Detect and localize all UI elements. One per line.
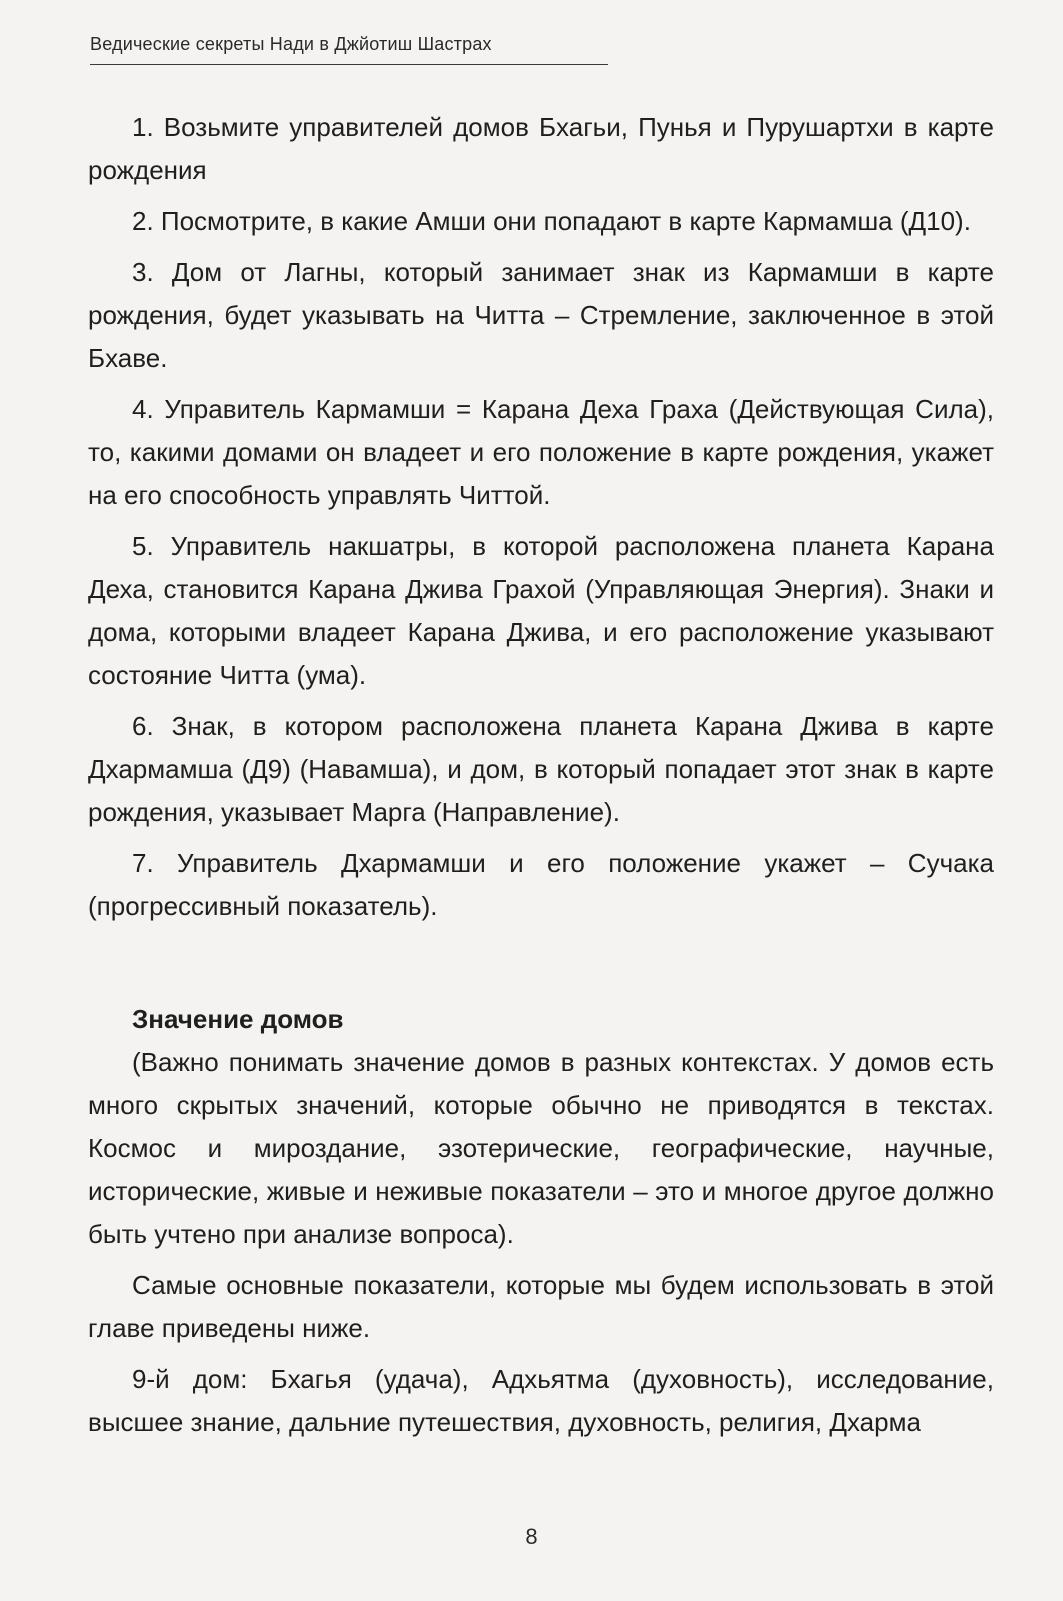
section-heading: Значение домов	[132, 1004, 344, 1034]
step-5: 5. Управитель накшатры, в которой расположена планета Карана Деха, становится Карана Джива Грахой (Управляющая Энергия). Знаки и дома, которыми владеет Карана Джива, и его расположение указывают состояние Читта (ума).	[88, 531, 994, 690]
section-paragraph-3: 9-й дом: Бхагья (удача), Адхьятма (духовность), исследование, высшее знание, дальние путешествия, духовность, религия, Дхарма	[88, 1364, 994, 1437]
step-1: 1. Возьмите управителей домов Бхагьи, Пунья и Пурушартхи в карте рождения	[88, 112, 994, 185]
page-number: 8	[525, 1524, 538, 1549]
step-2: 2. Посмотрите, в какие Амши они попадают в карте Кармамша (Д10).	[132, 206, 971, 236]
header-divider	[90, 64, 608, 65]
step-3: 3. Дом от Лагны, который занимает знак из Кармамши в карте рождения, будет указывать на Читта – Стремление, заключенное в этой Бхаве.	[88, 257, 994, 373]
step-6: 6. Знак, в котором расположена планета Карана Джива в карте Дхармамша (Д9) (Навамша), и дом, в который попадает этот знак в карте рождения, указывает Марга (Направление).	[88, 711, 994, 827]
section-paragraph-1: (Важно понимать значение домов в разных контекстах. У домов есть много скрытых значений, которые обычно не приводятся в текстах. Космос и мироздание, эзотерические, географические, научные, исторические, живые и неживые показатели – это и многое другое должно быть учтено при анализе вопроса).	[88, 1047, 994, 1249]
running-header: Ведические секреты Нади в Джйотиш Шастрах	[90, 34, 492, 54]
page-body	[88, 106, 994, 1452]
section-paragraph-2: Самые основные показатели, которые мы будем использовать в этой главе приведены ниже.	[88, 1270, 994, 1343]
step-4: 4. Управитель Кармамши = Карана Деха Граха (Действующая Сила), то, какими домами он владеет и его положение в карте рождения, укажет на его способность управлять Читтой.	[88, 394, 994, 510]
step-7: 7. Управитель Дхармамши и его положение укажет – Сучака (прогрессивный показатель).	[88, 848, 994, 921]
